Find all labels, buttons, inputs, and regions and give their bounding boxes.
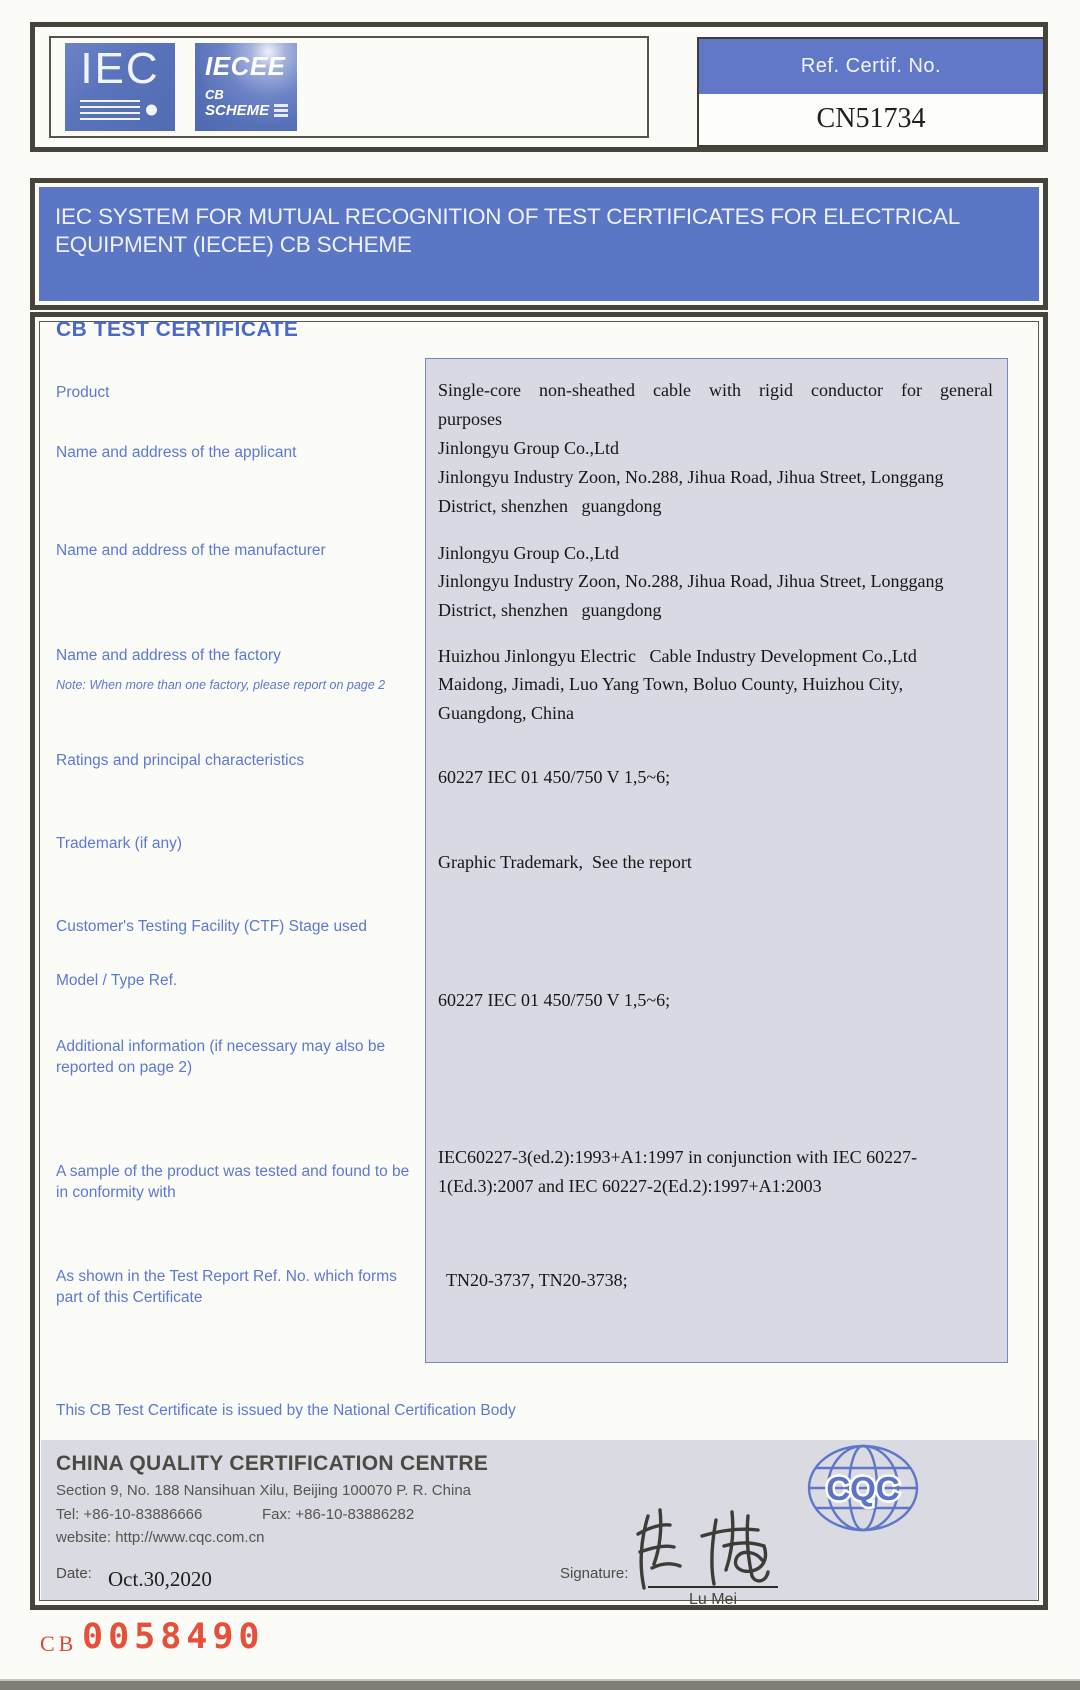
field-value-manufacturer-name: Jinlongyu Group Co.,Ltd — [438, 543, 620, 563]
signature-block — [648, 1500, 778, 1609]
banner-frame — [30, 178, 1048, 310]
field-note-factory: Note: When more than one factory, please report on page 2 — [56, 678, 386, 692]
field-label-trademark: Trademark (if any) — [56, 835, 183, 852]
iecee-logo-scheme: SCHEME — [205, 102, 270, 119]
stamp-number: 0058490 — [82, 1617, 265, 1657]
field-value-factory-address: Maidong, Jimadi, Luo Yang Town, Boluo County, Huizhou City, Guangdong, China — [438, 674, 908, 723]
field-label-conformity: A sample of the product was tested and found to be in conformity with — [56, 1163, 410, 1201]
ref-certif-label: Ref. Certif. No. — [699, 39, 1043, 94]
ref-certif-number: CN51734 — [816, 102, 926, 134]
certificate-title: CB TEST CERTIFICATE — [56, 318, 299, 341]
ncb-website: website: http://www.cqc.com.cn — [56, 1529, 265, 1546]
field-label-factory: Name and address of the factory — [56, 647, 281, 664]
field-value-conformity: IEC60227-3(ed.2):1993+A1:1997 in conjunction with IEC 60227-1(Ed.3):2007 and IEC 60227-2(Ed.2):1997+A1:2003 — [438, 1147, 918, 1196]
field-value-trademark: Graphic Trademark, See the report — [438, 852, 692, 872]
scan-edge-strip — [0, 1681, 1080, 1690]
ncb-tel: Tel: +86-10-83886666 — [56, 1506, 203, 1523]
header-frame — [30, 22, 1048, 152]
signature-handwriting — [648, 1500, 778, 1588]
field-label-ctf-stage: Customer's Testing Facility (CTF) Stage used — [56, 918, 368, 935]
field-label-product: Product — [56, 384, 110, 401]
value-box — [425, 358, 1008, 1363]
iecee-logo-cb: CB — [205, 87, 224, 102]
cqc-logo — [806, 1442, 920, 1539]
iecee-logo-title: IECEE — [205, 51, 286, 81]
ncb-fax: Fax: +86-10-83886282 — [262, 1506, 415, 1523]
iec-logo-text: IEC — [80, 44, 160, 93]
issued-by-statement: This CB Test Certificate is issued by the National Certification Body — [56, 1402, 516, 1419]
ref-certif-box — [697, 37, 1045, 147]
banner-background — [39, 187, 1039, 301]
field-value-test-report: TN20-3737, TN20-3738; — [446, 1270, 628, 1290]
date-label: Date: — [56, 1565, 92, 1582]
ncb-name: CHINA QUALITY CERTIFICATION CENTRE — [56, 1452, 489, 1475]
stamp-prefix: CB — [40, 1631, 78, 1656]
field-value-ratings: 60227 IEC 01 450/750 V 1,5~6; — [438, 767, 671, 787]
iecee-cb-scheme-logo — [195, 43, 297, 131]
cqc-globe-icon — [806, 1442, 920, 1534]
iecee-logo-scheme-row — [205, 102, 297, 119]
field-value-model-type: 60227 IEC 01 450/750 V 1,5~6; — [438, 990, 671, 1010]
iec-logo-dot — [146, 104, 157, 115]
field-label-ratings: Ratings and principal characteristics — [56, 752, 305, 769]
field-value-product: Single-core non-sheathed cable with rigid conductor for general purposes — [438, 380, 998, 429]
field-value-applicant-address: Jinlongyu Industry Zoon, No.288, Jihua Road, Jihua Street, Longgang District, shenzhen guangdong — [438, 467, 948, 516]
field-value-manufacturer-address: Jinlongyu Industry Zoon, No.288, Jihua Road, Jihua Street, Longgang District, shenzhen guangdong — [438, 571, 948, 620]
field-value-factory-name: Huizhou Jinlongyu Electric Cable Industry Development Co.,Ltd — [438, 646, 917, 666]
signature-name: Lu Mei — [688, 1591, 738, 1608]
field-label-manufacturer: Name and address of the manufacturer — [56, 542, 326, 559]
banner-text: IEC SYSTEM FOR MUTUAL RECOGNITION OF TEST CERTIFICATES FOR ELECTRICAL EQUIPMENT (IECEE) CB SCHEME — [55, 204, 960, 257]
iecee-logo-lines — [274, 104, 288, 117]
date-value: Oct.30,2020 — [108, 1567, 212, 1591]
field-value-applicant-name: Jinlongyu Group Co.,Ltd — [438, 438, 620, 458]
field-label-model-type: Model / Type Ref. — [56, 972, 178, 989]
signature-strokes — [624, 1500, 784, 1592]
iec-logo — [65, 43, 175, 131]
signature-label: Signature: — [560, 1565, 629, 1582]
field-label-applicant: Name and address of the applicant — [56, 444, 297, 461]
ncb-address: Section 9, No. 188 Nansihuan Xilu, Beijing 100070 P. R. China — [56, 1482, 471, 1499]
logos-box — [49, 36, 649, 138]
field-label-test-report: As shown in the Test Report Ref. No. which forms part of this Certificate — [56, 1268, 397, 1306]
cqc-logo-text: CQC — [826, 1470, 900, 1507]
iec-logo-lines — [80, 100, 140, 121]
field-label-additional: Additional information (if necessary may also be reported on page 2) — [56, 1038, 386, 1076]
